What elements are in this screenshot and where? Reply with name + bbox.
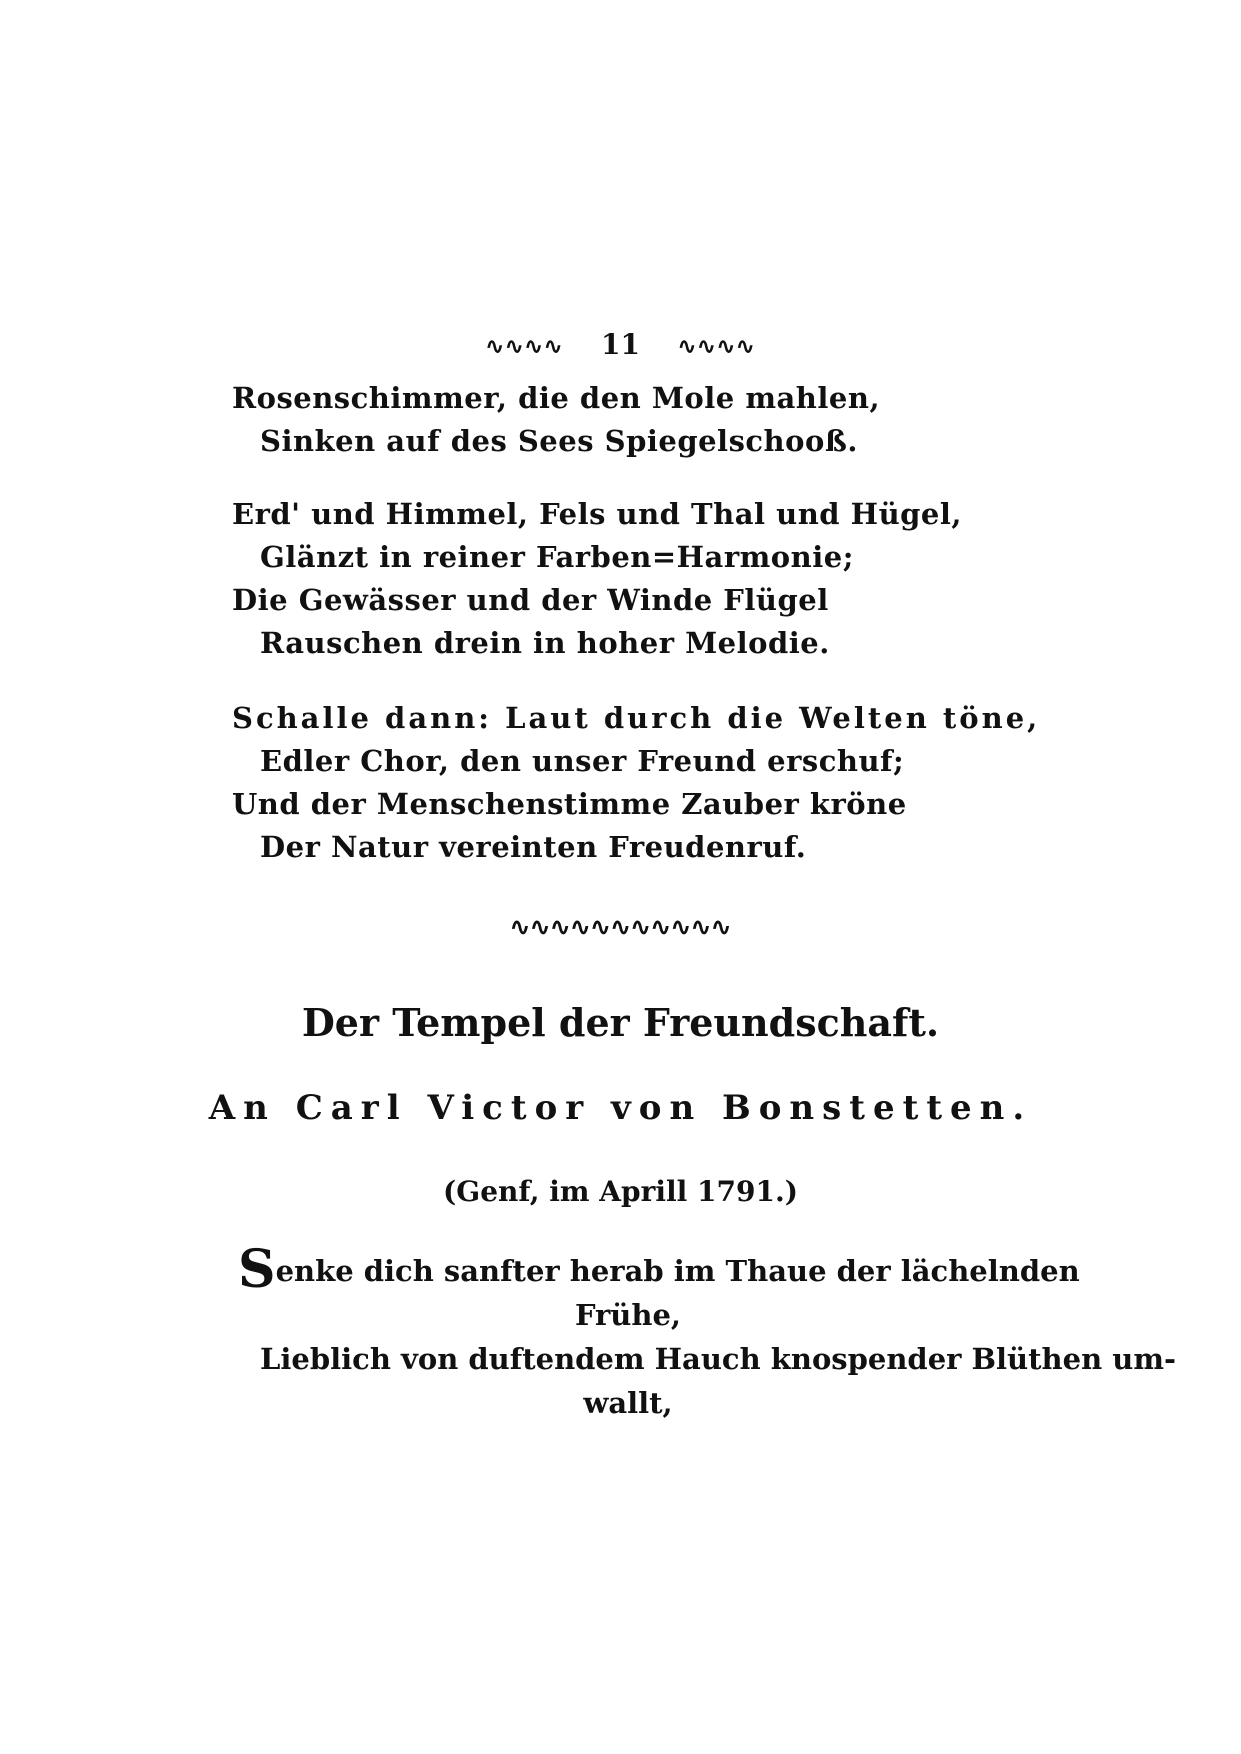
poem-dedication: An Carl Victor von Bonstetten. xyxy=(208,1088,1033,1128)
stanza-3 xyxy=(232,697,1041,869)
verse-line: Die Gewässer und der Winde Flügel xyxy=(232,583,829,617)
verse-continuation: wallt, xyxy=(583,1386,673,1420)
verse-text: enke dich sanfter herab im Thaue der lächelnden xyxy=(275,1254,1080,1288)
poem-title: Der Tempel der Freundschaft. xyxy=(301,1000,940,1045)
poem-body xyxy=(238,1239,1177,1425)
page-number: 11 xyxy=(601,328,640,361)
verse-line xyxy=(238,1239,1080,1300)
initial-letter: S xyxy=(238,1239,276,1300)
ornament-left: ∿∿∿∿ xyxy=(485,333,564,360)
ornament-right: ∿∿∿∿ xyxy=(677,333,756,360)
verse-line: Der Natur vereinten Freudenruf. xyxy=(260,830,807,864)
verse-line: Rauschen drein in hoher Melodie. xyxy=(260,626,830,660)
verse-line: Glänzt in reiner Farben=Harmonie; xyxy=(260,540,854,574)
verse-line: Und der Menschenstimme Zauber kröne xyxy=(232,787,907,821)
stanza-2 xyxy=(232,493,992,665)
verse-continuation: Frühe, xyxy=(574,1298,682,1332)
verse-line: Lieblich von duftendem Hauch knospender Blüthen um- xyxy=(260,1342,1177,1376)
section-divider: ∿∿∿∿∿∿∿∿∿∿∿ xyxy=(509,912,732,941)
page-header xyxy=(0,328,1241,361)
verse-line: Schalle dann: Laut durch die Welten töne, xyxy=(232,701,1041,735)
stanza-1 xyxy=(232,377,992,463)
verse-line: Edler Chor, den unser Freund erschuf; xyxy=(260,744,905,778)
verse-line: Sinken auf des Sees Spiegelschooß. xyxy=(260,424,858,458)
verse-line: Erd' und Himmel, Fels und Thal und Hügel, xyxy=(232,497,962,531)
verse-line: Rosenschimmer, die den Mole mahlen, xyxy=(232,381,881,415)
place-date: (Genf, im Aprill 1791.) xyxy=(443,1175,798,1208)
